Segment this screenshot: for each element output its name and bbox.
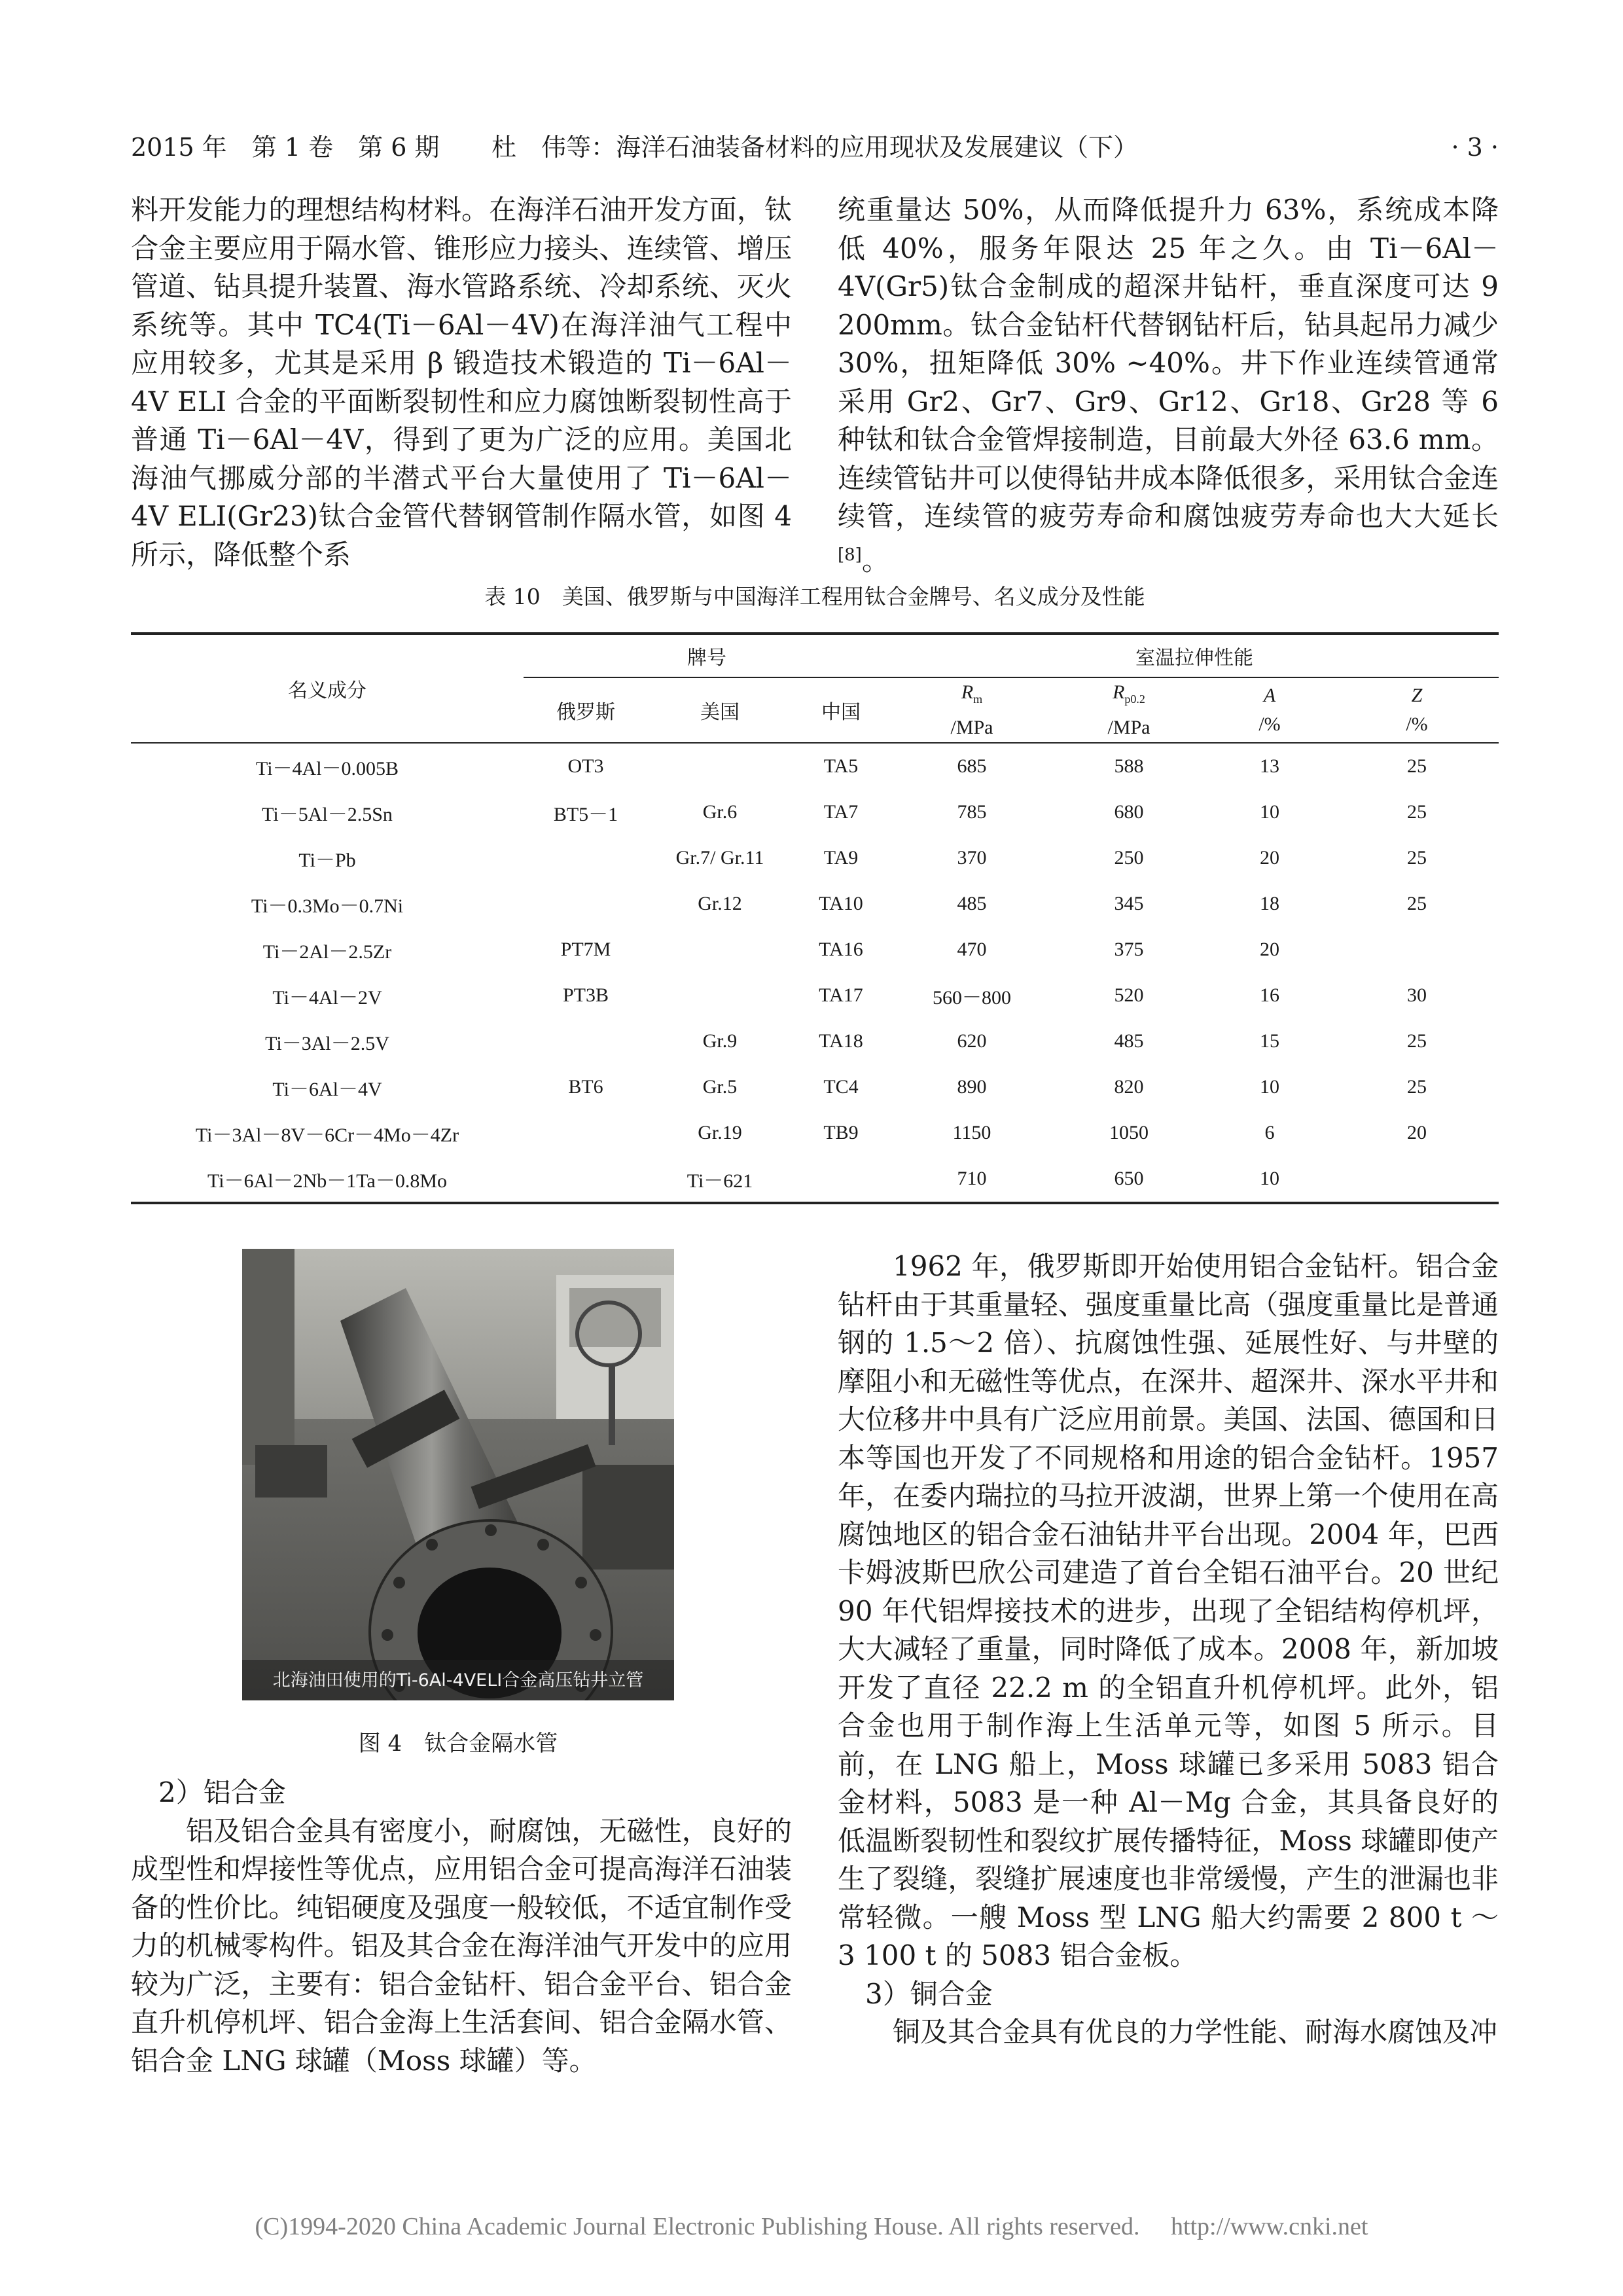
titanium-paragraph-continued: 料开发能力的理想结构材料。在海洋石油开发方面，钛合金主要应用于隔水管、锥形应力接头、连续管、增压管道、钻具提升装置、海水管路系统、冷却系统、灭火系统等。其中 TC4(Ti－6Al－4V)在海洋油气工程中应用较多，尤其是采用 β 锻造技术锻造的 Ti－6Al－4V ELI 合金的平面断裂韧性和应力腐蚀断裂韧性高于普通 Ti－6Al－4V，得到了更为广泛的应用。美国北海油气挪威分部的半潜式平台大量使用了 Ti－6Al－4V ELI(Gr23)钛合金管代替钢管制作隔水管，如图 4 所示，降低整个系 <box>131 194 792 571</box>
table-cell: Ti－4Al－2V <box>272 987 382 1009</box>
table-cell: 470 <box>957 939 987 960</box>
table-cell: 25 <box>1407 1076 1427 1098</box>
table-cell: 650 <box>1114 1168 1144 1189</box>
header-rp: $R_{p0.2}$ /MPa <box>1107 681 1150 738</box>
table-cell: 820 <box>1114 1076 1144 1098</box>
titanium-paragraph-right: 统重量达 50%，从而降低提升力 63%，系统成本降低 40%，服务年限达 25 年之久。由 Ti－6Al－4V(Gr5)钛合金制成的超深井钻杆，垂直深度可达 9 200mm。钛合金钻杆代替钢钻杆后，钻具起吊力减少 30%，扭矩降低 30% ~40%。井下作业连续管通常采用 Gr2、Gr7、Gr9、Gr12、Gr18、Gr28 等 6 种钛和钛合金管焊接制造，目前最大外径 63.6 mm。连续管钻井可以使得钻井成本降低很多，采用钛合金连续管，连续管的疲劳寿命和腐蚀疲劳寿命也大大延长[8]。 <box>838 194 1499 577</box>
table-cell: TA10 <box>819 893 863 914</box>
reference-marker: [8] <box>838 545 862 565</box>
table-cell: TA18 <box>819 1030 863 1052</box>
table-cell <box>524 1018 648 1064</box>
table-cell: 18 <box>1260 893 1279 914</box>
table-cell: Ti－6Al－4V <box>272 1079 382 1100</box>
table-cell: Ti－4Al－0.005B <box>255 758 399 780</box>
figure-titanium-riser-photo <box>242 1249 674 1700</box>
table-cell: 375 <box>1114 939 1144 960</box>
table-cell: Gr.12 <box>698 893 742 914</box>
table-cell: 10 <box>1260 801 1279 823</box>
figure-caption: 图 4 钛合金隔水管 <box>358 1731 558 1757</box>
aluminum-drillpipe-paragraph: 1962 年，俄罗斯即开始使用铝合金钻杆。铝合金钻杆由于其重量轻、强度重量比高（强度重量比是普通钢的 1.5～2 倍）、抗腐蚀性强、延展性好、与井壁的摩阻小和无磁性等优点，在深井、超深井、深水平井和大位移井中具有广泛应用前景。美国、法国、德国和日本等国也开发了不同规格和用途的铝合金钻杆。1957 年，在委内瑞拉的马拉开波湖，世界上第一个使用在高腐蚀地区的铝合金石油钻井平台出现。2004 年，巴西卡姆波斯巴欣公司建造了首台全铝石油平台。20 世纪 90 年代铝焊接技术的进步，出现了全铝结构停机坪，大大减轻了重量，同时降低了成本。2008 年，新加坡开发了直径 22.2 m 的全铝直升机停机坪。此外，铝合金也用于制作海上生活单元等，如图 5 所示。目前，在 LNG 船上，Moss 球罐已多采用 5083 铝合金材料，5083 是一种 Al－Mg 合金，其具备良好的低温断裂韧性和裂纹扩展传播特征，Moss 球罐即使产生了裂缝，裂缝扩展速度也非常缓慢，产生的泄漏也非常轻微。一艘 Moss 型 LNG 船大约需要 2 800 t ～3 100 t 的 5083 铝合金板。 <box>838 1250 1499 1971</box>
table-cell: 25 <box>1407 893 1427 914</box>
table-row <box>131 973 1499 1018</box>
table-cell: TC4 <box>823 1076 859 1098</box>
table-cell: Gr.6 <box>702 801 738 823</box>
table-row <box>131 1064 1499 1110</box>
table-cell <box>648 973 792 1018</box>
header-properties: 室温拉伸性能 <box>890 634 1499 677</box>
table-cell <box>524 881 648 927</box>
photo-overlay-caption: 北海油田使用的Ti-6Al-4VELI合金高压钻井立管 <box>272 1670 644 1691</box>
running-header <box>131 128 1499 167</box>
titanium-alloy-table <box>131 632 1499 1204</box>
table-cell: 620 <box>957 1030 987 1052</box>
table-cell: 20 <box>1260 939 1279 960</box>
table-cell: Ti－621 <box>687 1170 753 1192</box>
header-rm: $R_m$ /MPa <box>950 681 993 738</box>
table-cell: TA7 <box>823 801 859 823</box>
table-cell: Ti－6Al－2Nb－1Ta－0.8Mo <box>207 1170 447 1192</box>
table-cell: 1050 <box>1109 1122 1149 1143</box>
table-cell: 10 <box>1260 1076 1279 1098</box>
table-cell: Gr.9 <box>702 1030 738 1052</box>
table-row <box>131 927 1499 973</box>
table-cell <box>1335 927 1499 973</box>
table-cell <box>524 1110 648 1156</box>
table-cell <box>648 927 792 973</box>
left-column-bottom <box>131 1774 792 2080</box>
table-cell: Gr.19 <box>698 1122 742 1143</box>
table-cell: 588 <box>1114 755 1144 777</box>
table-cell <box>1335 1156 1499 1203</box>
table-cell: 560－800 <box>933 987 1011 1009</box>
header-russia: 俄罗斯 <box>556 702 615 723</box>
riser-photo-illustration <box>242 1249 674 1700</box>
table-cell: BT5－1 <box>553 804 618 825</box>
table-cell: TA17 <box>819 984 863 1006</box>
table-cell: Ti－0.3Mo－0.7Ni <box>251 895 404 917</box>
table-cell: 20 <box>1407 1122 1427 1143</box>
table-cell: 785 <box>957 801 987 823</box>
table-cell: Ti－5Al－2.5Sn <box>262 804 393 825</box>
table-row <box>131 881 1499 927</box>
table-cell: 370 <box>957 847 987 869</box>
table-cell: Gr.5 <box>702 1076 738 1098</box>
table-row <box>131 743 1499 789</box>
left-column-top <box>131 191 792 574</box>
table-cell: TA16 <box>819 939 863 960</box>
table-cell: 25 <box>1407 847 1427 869</box>
copper-heading: 3）铜合金 <box>865 1977 993 2010</box>
header-a: A /% <box>1258 685 1281 735</box>
table-cell: 890 <box>957 1076 987 1098</box>
table-cell <box>524 835 648 881</box>
table-cell: 685 <box>957 755 987 777</box>
table-cell: PT3B <box>562 984 609 1006</box>
table-cell: Ti－3Al－8V－6Cr－4Mo－4Zr <box>195 1124 459 1146</box>
right-column-bottom <box>838 1247 1499 2052</box>
table-cell: 25 <box>1407 755 1427 777</box>
table-cell: 680 <box>1114 801 1144 823</box>
copper-paragraph: 铜及其合金具有优良的力学性能、耐海水腐蚀及冲 <box>893 2016 1498 2048</box>
aluminum-heading: 2）铝合金 <box>158 1776 286 1808</box>
table-caption: 表 10 美国、俄罗斯与中国海洋工程用钛合金牌号、名义成分及性能 <box>484 584 1145 609</box>
table-cell: 520 <box>1114 984 1144 1006</box>
table-cell: 1150 <box>952 1122 991 1143</box>
right-column-top <box>838 191 1499 580</box>
table-cell: TA9 <box>823 847 859 869</box>
header-china: 中国 <box>821 702 861 723</box>
table-cell: 30 <box>1407 984 1427 1006</box>
table-cell: 345 <box>1114 893 1144 914</box>
table-cell <box>792 1156 890 1203</box>
table-cell: 13 <box>1260 755 1279 777</box>
table-cell: 25 <box>1407 801 1427 823</box>
table-cell: Gr.7/ Gr.11 <box>675 847 764 869</box>
table-cell: Ti－Pb <box>298 850 356 871</box>
aluminum-paragraph: 铝及铝合金具有密度小，耐腐蚀，无磁性，良好的成型性和焊接性等优点，应用铝合金可提高海洋石油装备的性价比。纯铝硬度及强度一般较低，不适宜制作受力的机械零构件。铝及其合金在海洋油气开发中的应用较为广泛，主要有：铝合金钻杆、铝合金平台、铝合金直升机停机坪、铝合金海上生活套间、铝合金隔水管、铝合金 LNG 球罐（Moss 球罐）等。 <box>131 1814 792 2077</box>
table-cell: Ti－3Al－2.5V <box>265 1033 389 1054</box>
header-usa: 美国 <box>700 702 740 723</box>
table-cell: 710 <box>957 1168 987 1189</box>
table-cell: 250 <box>1114 847 1144 869</box>
table-cell: 485 <box>957 893 987 914</box>
table-row <box>131 835 1499 881</box>
copyright-footer: (C)1994-2020 China Academic Journal Electronic Publishing House. All rights reserved. http://www.cnki.net <box>255 2213 1368 2240</box>
header-grade: 牌号 <box>524 634 890 677</box>
table-cell: TB9 <box>823 1122 859 1143</box>
table-cell <box>648 743 792 789</box>
table-cell: 6 <box>1264 1122 1275 1143</box>
table-cell: 15 <box>1260 1030 1279 1052</box>
table-cell: BT6 <box>568 1076 603 1098</box>
table-row <box>131 789 1499 835</box>
journal-issue: 2015 年 第 1 卷 第 6 期 <box>131 133 440 162</box>
table-cell: Ti－2Al－2.5Zr <box>262 941 392 963</box>
header-z: Z /% <box>1406 685 1428 735</box>
table-cell: PT7M <box>560 939 611 960</box>
article-title-header: 杜 伟等：海洋石油装备材料的应用现状及发展建议（下） <box>491 133 1138 162</box>
table-cell: OT3 <box>567 755 604 777</box>
table-row <box>131 1156 1499 1203</box>
table-cell: 10 <box>1260 1168 1279 1189</box>
table-row <box>131 1110 1499 1156</box>
table-row <box>131 1018 1499 1064</box>
header-composition: 名义成分 <box>288 680 366 702</box>
table-cell <box>524 1156 648 1203</box>
table-cell: 20 <box>1260 847 1279 869</box>
table-cell: 16 <box>1260 984 1279 1006</box>
page-number: · 3 · <box>1451 133 1499 162</box>
table-cell: 485 <box>1114 1030 1144 1052</box>
table-cell: TA5 <box>823 755 859 777</box>
table-cell: 25 <box>1407 1030 1427 1052</box>
